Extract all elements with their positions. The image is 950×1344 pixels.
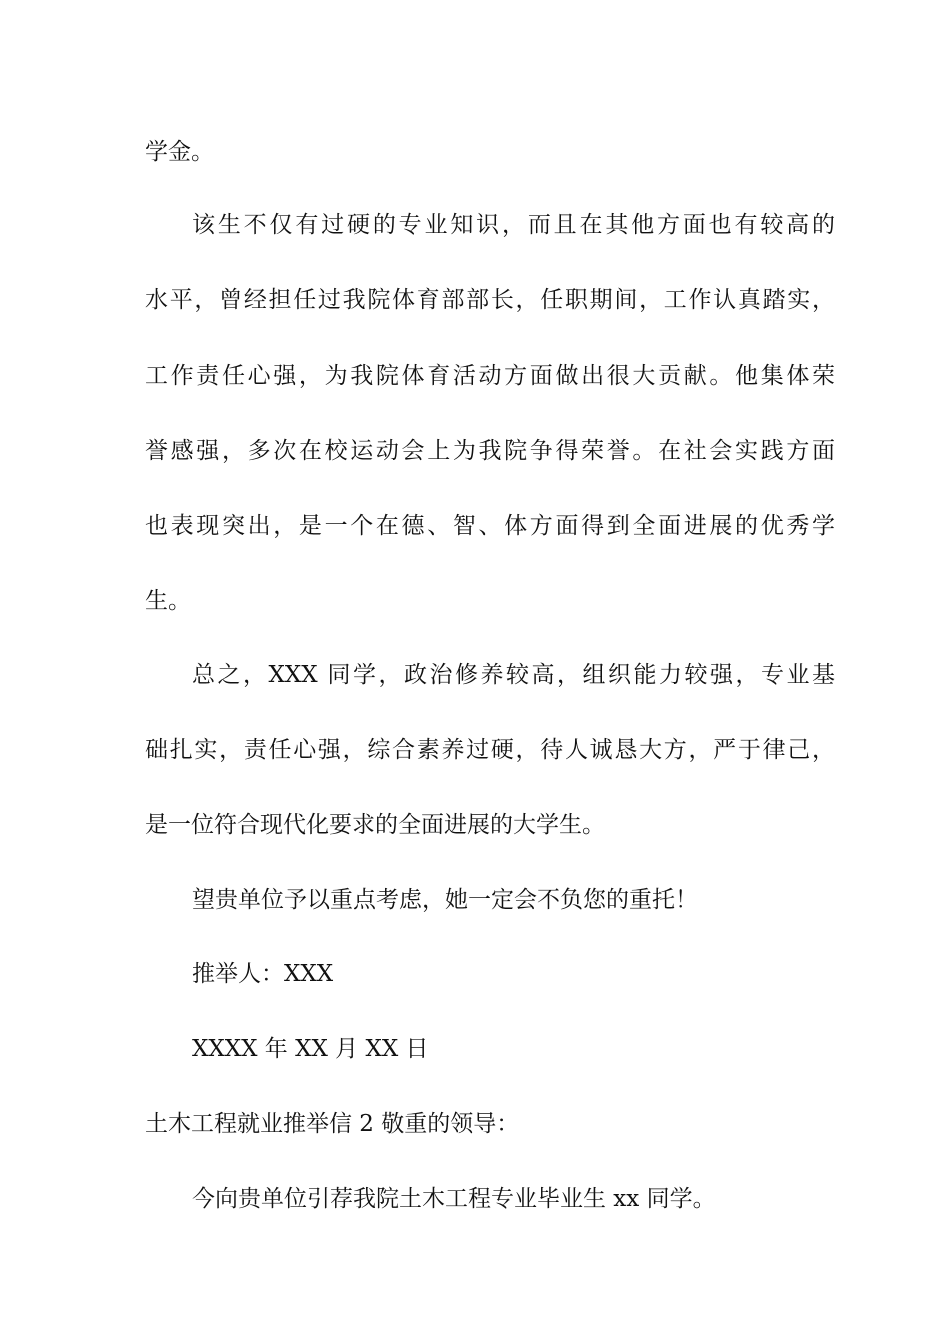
paragraph-line-15: 今向贵单位引荐我院土木工程专业毕业生 xx 同学。 [192,1186,716,1212]
recommender-line: 推举人：XXX [192,961,334,987]
paragraph-line-4: 工作责任心强，为我院体育活动方面做出很大贡献。他集体荣 [145,363,835,389]
paragraph-line-10: 是一位符合现代化要求的全面进展的大学生。 [145,812,605,838]
paragraph-line-8: 总之，XXX 同学，政治修养较高，组织能力较强，专业基 [192,662,835,688]
paragraph-line-3: 水平，曾经担任过我院体育部部长，任职期间，工作认真踏实， [145,287,835,313]
paragraph-line-5: 誉感强，多次在校运动会上为我院争得荣誉。在社会实践方面 [145,438,835,464]
paragraph-line-2: 该生不仅有过硬的专业知识，而且在其他方面也有较高的 [192,212,835,238]
closing-line: 望贵单位予以重点考虑，她一定会不负您的重托！ [192,887,698,913]
section-heading-line: 土木工程就业推举信 2 敬重的领导： [145,1111,520,1137]
date-line: XXXX 年 XX 月 XX 日 [192,1036,429,1062]
paragraph-line-7: 生。 [145,588,191,614]
paragraph-line-6: 也表现突出，是一个在德、智、体方面得到全面进展的优秀学 [145,513,835,539]
paragraph-line-9: 础扎实，责任心强，综合素养过硬，待人诚恳大方，严于律己， [145,737,835,763]
paragraph-line-1: 学金。 [145,139,214,165]
